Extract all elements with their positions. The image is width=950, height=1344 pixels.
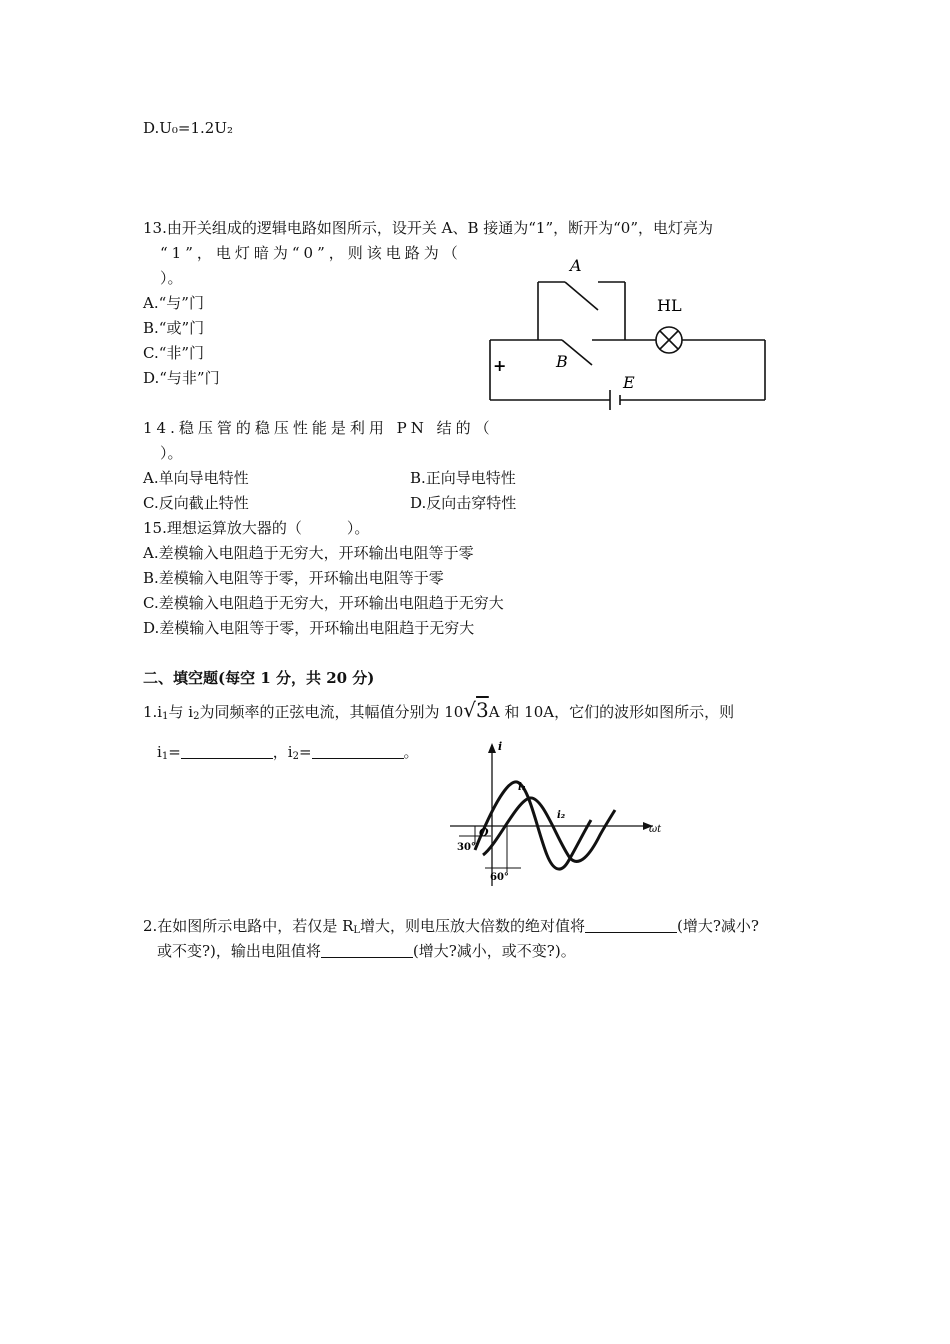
axis-i-label: i [498, 740, 503, 753]
label-b: B [556, 352, 568, 371]
angle-60-label: 60° [490, 872, 509, 883]
curve-i2-label: i₂ [557, 810, 566, 821]
section-title: 二、填空题(每空 1 分，共 20 分) [143, 669, 375, 687]
answer-blank-i2[interactable] [312, 744, 404, 759]
axis-wt-label: ωt [649, 824, 662, 835]
fill1-answer-line: $i_1=$ ，$i_2=$ 。 [157, 743, 419, 762]
answer-blank-gain[interactable] [585, 918, 677, 933]
q14-option-a: A.单向导电特性 [143, 469, 249, 487]
q13-stem-line3: ）。 [160, 269, 183, 287]
angle-30-label: 30° [457, 842, 476, 853]
option-d-prev: D.U₀=1.2U₂ [143, 119, 233, 137]
q15-option-c: C.差模输入电阻趋于无穷大，开环输出电阻趋于无穷大 [143, 594, 504, 612]
label-e: E [623, 373, 635, 392]
label-plus: + [493, 356, 507, 375]
logic-switch-circuit-diagram [480, 250, 780, 410]
label-hl: HL [657, 296, 682, 315]
q15-stem: 15.理想运算放大器的（ ）。 [143, 519, 370, 537]
q13-option-d: D.“与非”门 [143, 369, 220, 387]
q15-option-a: A.差模输入电阻趋于无穷大，开环输出电阻等于零 [143, 544, 474, 562]
fill1-stem: $1.i_1$与 $i_2$为同频率的正弦电流，其幅值分别为 10√3A 和 10A，它们的波形如图所示，则 [143, 698, 735, 722]
origin-label: O [479, 826, 489, 839]
answer-blank-i1[interactable] [181, 744, 273, 759]
q14-stem-line1: 14.稳压管的稳压性能是利用 PN 结的（ [143, 419, 494, 437]
q13-option-a: A.“与”门 [143, 294, 204, 312]
q13-option-c: C.“非”门 [143, 344, 205, 362]
q14-option-d: D.反向击穿特性 [410, 494, 517, 512]
q13-stem-line2: “1”，电灯暗为“0”，则该电路为（ [160, 244, 462, 262]
q13-stem-line1: 13.由开关组成的逻辑电路如图所示，设开关 A、B 接通为“1”，断开为“0”，电灯亮为 [143, 219, 714, 237]
fill2-line1: 2.在如图所示电路中，若仅是 $R_L$增大，则电压放大倍数的绝对值将 (增大?减小? [143, 917, 759, 936]
answer-blank-output-resistance[interactable] [321, 943, 413, 958]
q13-option-b: B.“或”门 [143, 319, 205, 337]
q14-option-c: C.反向截止特性 [143, 494, 249, 512]
q14-stem-line2: ）。 [160, 444, 183, 462]
q14-option-b: B.正向导电特性 [410, 469, 516, 487]
fill2-line2: 或不变?)，输出电阻值将 (增大?减小，或不变?)。 [157, 942, 576, 960]
q15-option-d: D.差模输入电阻等于零，开环输出电阻趋于无穷大 [143, 619, 475, 637]
sine-waveform-diagram [445, 740, 665, 890]
label-a: A [570, 256, 582, 275]
q15-option-b: B.差模输入电阻等于零，开环输出电阻等于零 [143, 569, 444, 587]
curve-i1-label: i₁ [518, 782, 527, 793]
